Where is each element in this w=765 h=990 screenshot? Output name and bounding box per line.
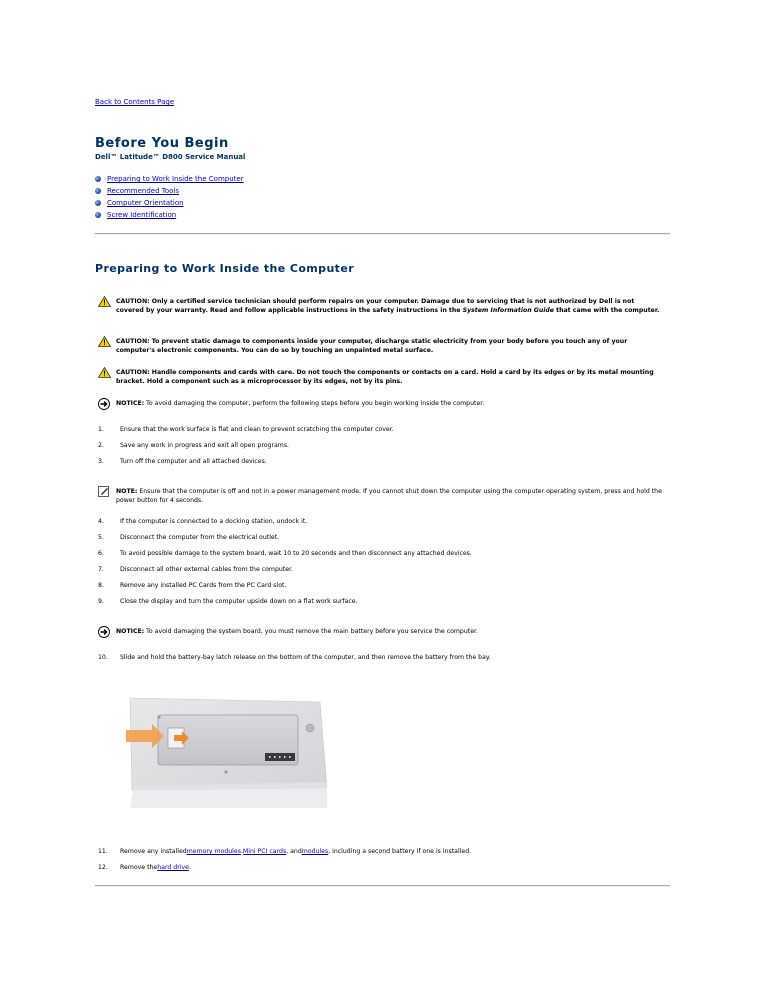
table-of-contents <box>95 173 244 221</box>
note-block <box>98 487 664 505</box>
section-title: Preparing to Work Inside the Computer <box>95 262 355 275</box>
list-item: 12. Remove the hard drive . <box>98 864 191 871</box>
toc-link-preparing[interactable]: Preparing to Work Inside the Computer <box>107 175 244 183</box>
toc-item <box>95 173 244 185</box>
caution-text: CAUTION: To prevent static damage to components inside your computer, discharge static electricity from your body before you touch any of your computer's electronic components. You can do so by touching an unpainted metal surface. <box>116 338 628 354</box>
note-text: NOTE: Ensure that the computer is off and not in a power management mode. If you cannot shut down the computer using the computer operating system, press and hold the power button for 4 seconds. <box>116 488 662 504</box>
bullet-dot-icon <box>95 200 101 206</box>
toc-link-screws[interactable]: Screw Identification <box>107 211 177 219</box>
list-item: 2. Save any work in progress and exit all open programs. <box>98 442 290 449</box>
note-pencil-icon <box>98 486 112 505</box>
warning-triangle-icon <box>98 336 112 355</box>
warning-triangle-icon <box>98 367 112 386</box>
caution-block <box>98 337 664 355</box>
battery-removal-illustration <box>122 690 327 808</box>
list-item: 8. Remove any installed PC Cards from the PC Card slot. <box>98 582 287 589</box>
toc-item <box>95 209 244 221</box>
list-item: 9. Close the display and turn the computer upside down on a flat work surface. <box>98 598 358 605</box>
notice-text: NOTICE: To avoid damaging the system board, you must remove the main battery before you service the computer. <box>116 628 478 635</box>
page-title: Before You Begin <box>95 136 229 151</box>
notice-text: NOTICE: To avoid damaging the computer, perform the following steps before you begin working inside the computer. <box>116 400 485 407</box>
caution-text: CAUTION: Only a certified service technician should perform repairs on your computer. Damage due to servicing that is not authorized by Dell is not covered by your warranty. Read and follow applicable instructions in the safety instructions in the System Information Guide that came with the computer. <box>116 298 660 314</box>
section-divider <box>95 233 670 235</box>
notice-block <box>98 399 664 413</box>
bullet-dot-icon <box>95 188 101 194</box>
caution-block <box>98 368 664 386</box>
toc-link-tools[interactable]: Recommended Tools <box>107 187 180 195</box>
notice-block <box>98 627 664 641</box>
bullet-dot-icon <box>95 212 101 218</box>
list-item: 1. Ensure that the work surface is flat and clean to prevent scratching the computer cover. <box>98 426 394 433</box>
list-item: 7. Disconnect all other external cables from the computer. <box>98 566 293 573</box>
caution-text: CAUTION: Handle components and cards with care. Do not touch the components or contacts on a card. Hold a card by its edges or by its metal mounting bracket. Hold a component such as a microprocessor by its edges, not by its pins. <box>116 369 654 385</box>
page-subtitle: Dell™ Latitude™ D800 Service Manual <box>95 153 246 161</box>
caution-block <box>98 297 664 315</box>
modules-link[interactable]: modules <box>301 848 329 855</box>
list-item: 6. To avoid possible damage to the system board, wait 10 to 20 seconds and then disconnect any attached devices. <box>98 550 472 557</box>
mini-pci-cards-link[interactable]: Mini PCI cards <box>242 848 287 855</box>
warning-triangle-icon <box>98 296 112 315</box>
memory-modules-link[interactable]: memory modules <box>186 848 241 855</box>
list-item: 5. Disconnect the computer from the electrical outlet. <box>98 534 280 541</box>
list-item: 4. If the computer is connected to a docking station, undock it. <box>98 518 308 525</box>
notice-arrow-icon <box>98 398 112 413</box>
list-item: 11. Remove any installed memory modules , Mini PCI cards , and modules , including a second battery if one is installed. <box>98 848 472 855</box>
list-item: 3. Turn off the computer and all attached devices. <box>98 458 267 465</box>
list-item: 10. Slide and hold the battery-bay latch release on the bottom of the computer, and then remove the battery from the bay. <box>98 654 491 661</box>
page-end-divider <box>95 885 670 887</box>
toc-item <box>95 197 244 209</box>
back-to-contents-link[interactable]: Back to Contents Page <box>95 98 175 106</box>
toc-link-orientation[interactable]: Computer Orientation <box>107 199 184 207</box>
notice-arrow-icon <box>98 626 112 641</box>
bullet-dot-icon <box>95 176 101 182</box>
toc-item <box>95 185 244 197</box>
hard-drive-link[interactable]: hard drive <box>157 864 189 871</box>
